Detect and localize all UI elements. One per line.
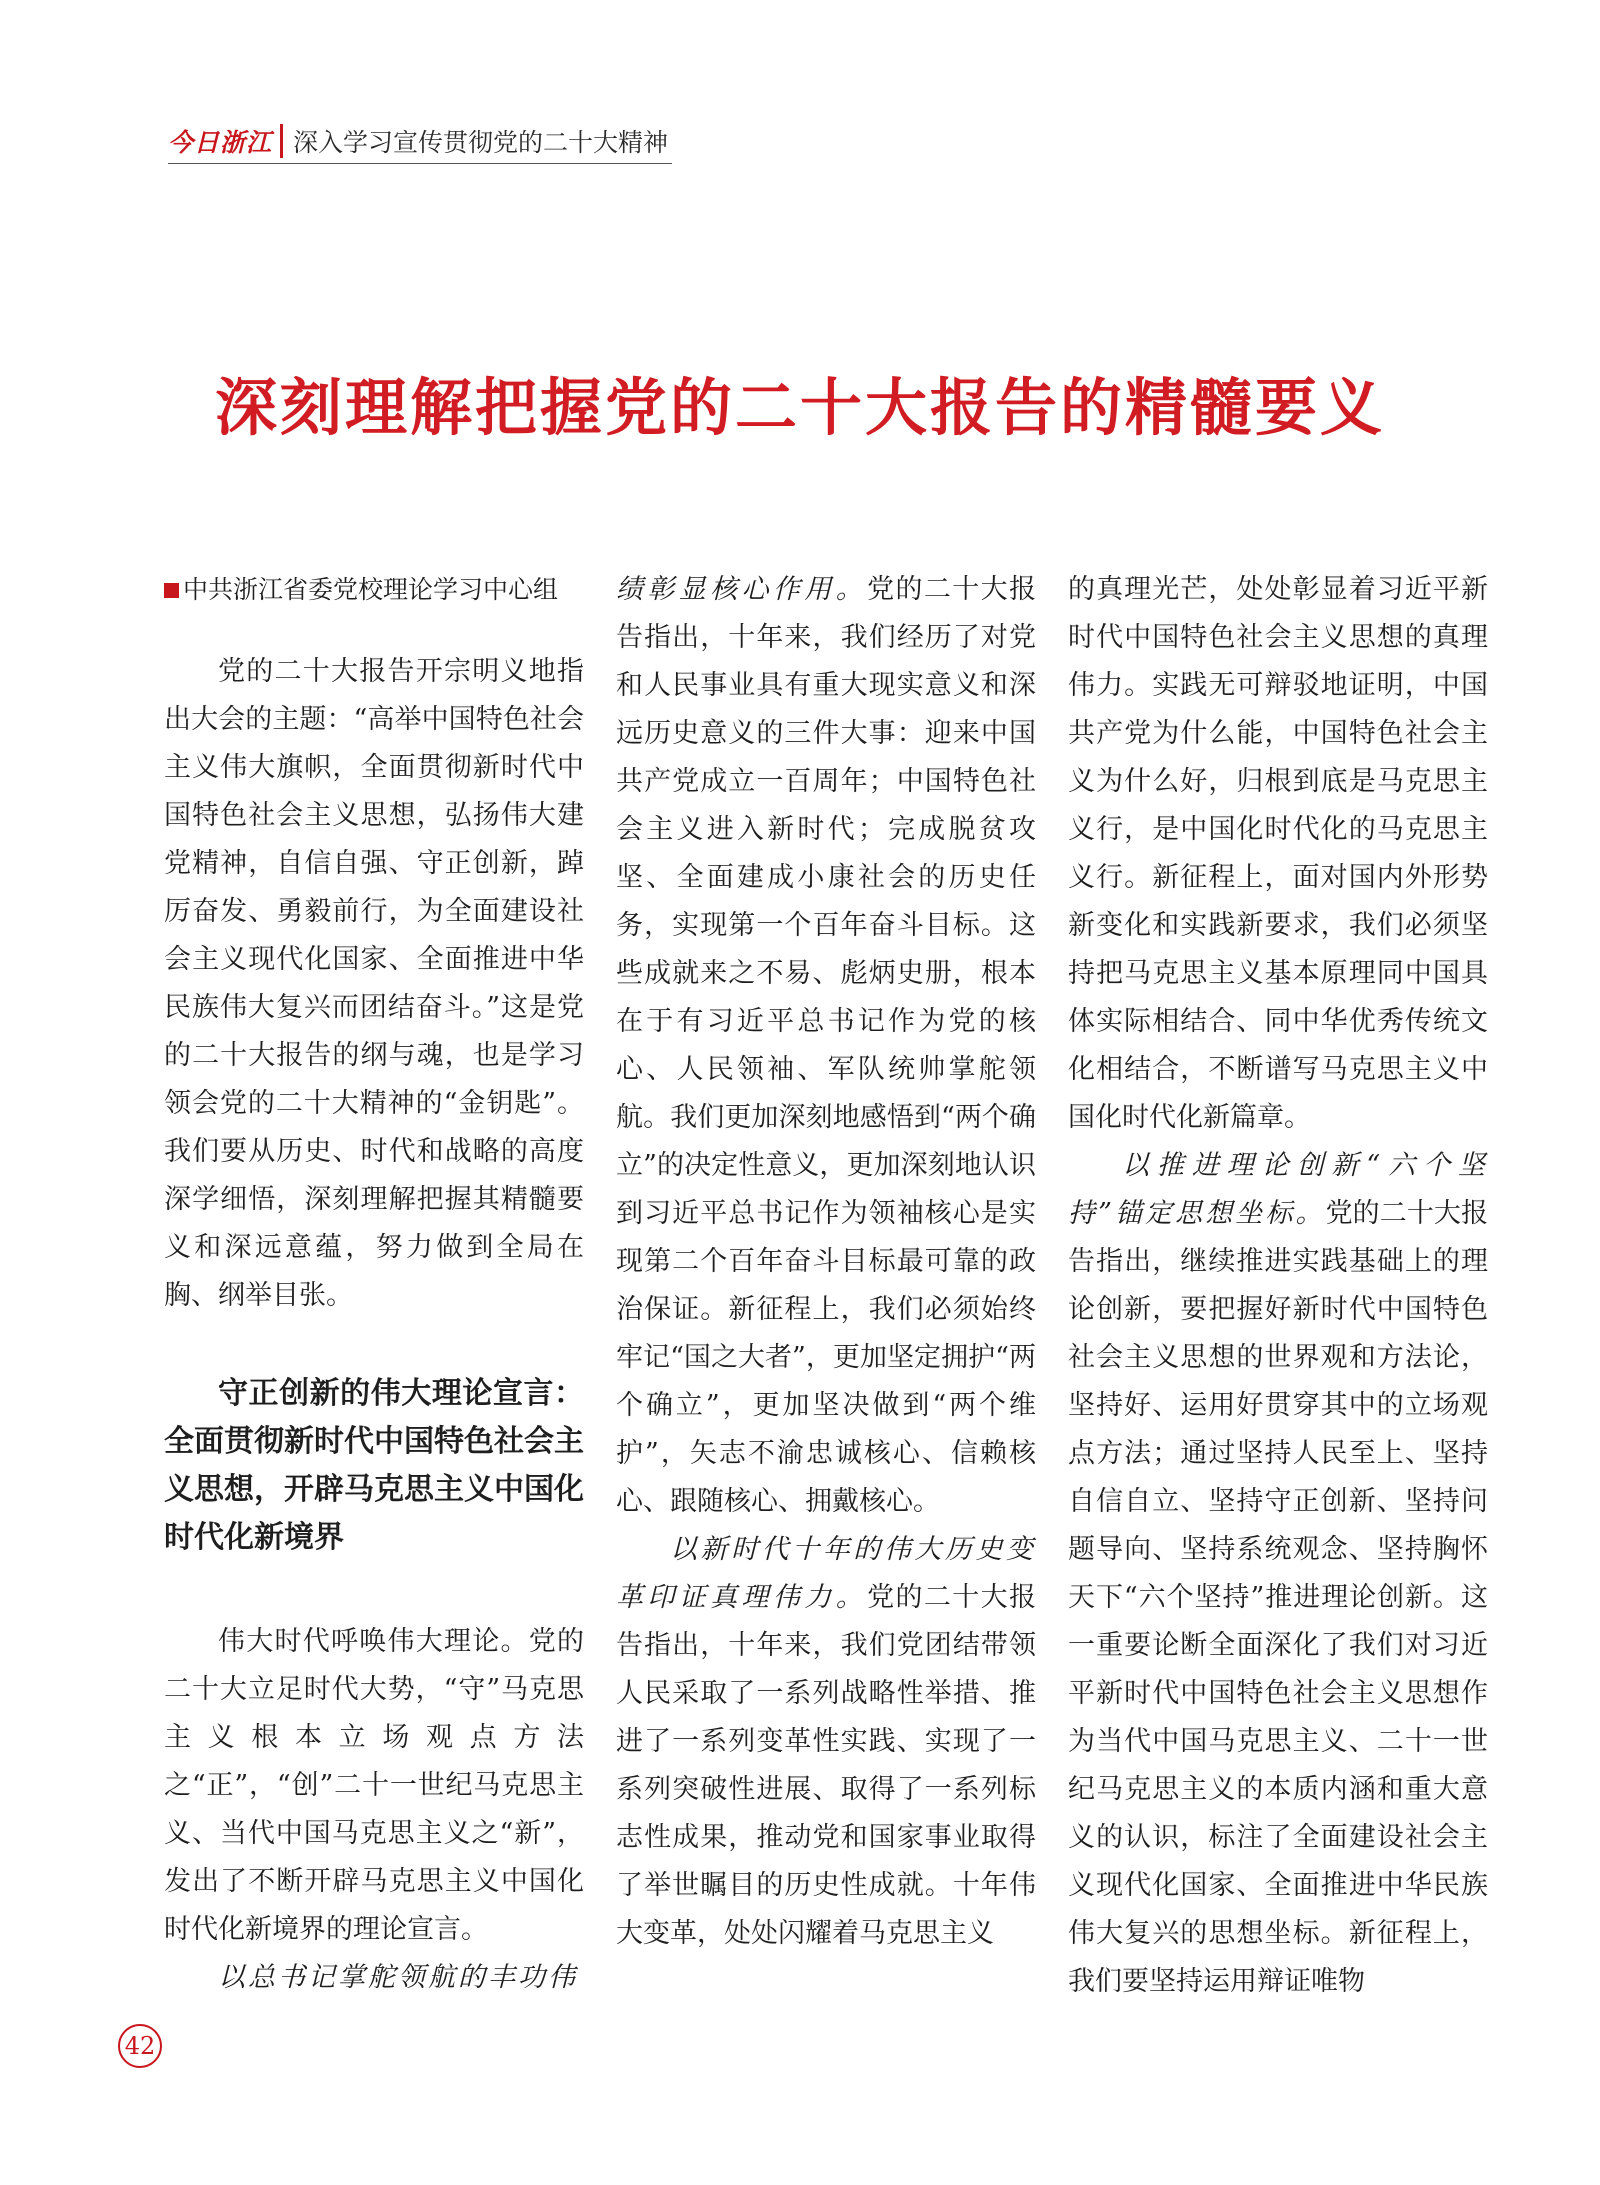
article-title: 深刻理解把握党的二十大报告的精髓要义	[214, 371, 1385, 444]
header-underline	[168, 163, 672, 164]
body-paragraph	[616, 1526, 1036, 1958]
section-heading: 守正创新的伟大理论宣言：全面贯彻新时代中国特色社会主义思想，开辟马克思主义中国化时代化新境界	[164, 1376, 584, 1555]
author-name: 中共浙江省委党校理论学习中心组	[183, 575, 559, 604]
paragraph-text: 党的二十大报告指出，继续推进实践基础上的理论创新，要把握好新时代中国特色社会主义思想的世界观和方法论，坚持好、运用好贯穿其中的立场观点方法；通过坚持人民至上、坚持自信自立、坚持守正创新、坚持问题导向、坚持系统观念、坚持胸怀天下“六个坚持”推进理论创新。这一重要论断全面深化了我们对习近平新时代中国特色社会主义思想作为当代中国马克思主义、二十一世纪马克思主义的本质内涵和重大意义的认识，标注了全面建设社会主义现代化国家、全面推进中华民族伟大复兴的思想坐标。新征程上，我们要坚持运用辩证唯物	[1068, 1198, 1489, 1997]
body-paragraph: 的真理光芒，处处彰显着习近平新时代中国特色社会主义思想的真理伟力。实践无可辩驳地证明，中国共产党为什么能，中国特色社会主义为什么好，归根到底是马克思主义行，是中国化时代化的马克思主义行。新征程上，面对国内外形势新变化和实践新要求，我们必须坚持把马克思主义基本原理同中国具体实际相结合、同中华优秀传统文化相结合，不断谱写马克思主义中国化时代化新篇章。	[1068, 574, 1488, 1133]
column-1	[164, 566, 584, 2002]
paragraph-lead: 以推进理论创新“六个坚持”锚定思想坐标。	[1068, 1150, 1488, 1229]
body-paragraph	[616, 566, 1036, 1526]
red-square-icon	[164, 583, 179, 598]
paragraph-lead: 绩彰显核心作用。	[616, 574, 868, 605]
paragraph-text: 党的二十大报告指出，十年来，我们党团结带领人民采取了一系列战略性举措、推进了一系列变革性实践、实现了一系列突破性进展、取得了一系列标志性成果，推动党和国家事业取得了举世瞩目的历史性成就。十年伟大变革，处处闪耀着马克思主义	[616, 1582, 1037, 1949]
section-label: 深入学习宣传贯彻党的二十大精神	[293, 128, 669, 157]
author-line	[164, 566, 584, 614]
page-number: 42	[118, 2024, 162, 2068]
header-divider	[280, 124, 283, 158]
body-paragraph	[164, 1954, 584, 2002]
magazine-logo: 今日浙江	[168, 128, 273, 157]
body-paragraph: 伟大时代呼唤伟大理论。党的二十大立足时代大势，“守”马克思主义根本立场观点方法之“正”，“创”二十一世纪马克思主义、当代中国马克思主义之“新”，发出了不断开辟马克思主义中国化时代化新境界的理论宣言。	[164, 1626, 584, 1945]
page-header	[168, 118, 668, 164]
column-3	[1068, 566, 1488, 2006]
paragraph-text: 党的二十大报告指出，十年来，我们经历了对党和人民事业具有重大现实意义和深远历史意义的三件大事：迎来中国共产党成立一百周年；中国特色社会主义进入新时代；完成脱贫攻坚、全面建成小康社会的历史任务，实现第一个百年奋斗目标。这些成就来之不易、彪炳史册，根本在于有习近平总书记作为党的核心、人民领袖、军队统帅掌舵领航。我们更加深刻地感悟到“两个确立”的决定性意义，更加深刻地认识到习近平总书记作为领袖核心是实现第二个百年奋斗目标最可靠的政治保证。新征程上，我们必须始终牢记“国之大者”，更加坚定拥护“两个确立”，更加坚决做到“两个维护”，矢志不渝忠诚核心、信赖核心、跟随核心、拥戴核心。	[616, 574, 1037, 1517]
body-paragraph	[1068, 1142, 1488, 2006]
column-2	[616, 566, 1036, 1958]
paragraph-lead: 以新时代十年的伟大历史变革印证真理伟力。	[616, 1534, 1036, 1613]
intro-paragraph: 党的二十大报告开宗明义地指出大会的主题：“高举中国特色社会主义伟大旗帜，全面贯彻新时代中国特色社会主义思想，弘扬伟大建党精神，自信自强、守正创新，踔厉奋发、勇毅前行，为全面建设社会主义现代化国家、全面推进中华民族伟大复兴而团结奋斗。”这是党的二十大报告的纲与魂，也是学习领会党的二十大精神的“金钥匙”。我们要从历史、时代和战略的高度深学细悟，深刻理解把握其精髓要义和深远意蕴，努力做到全局在胸、纲举目张。	[164, 656, 584, 1311]
paragraph-lead: 以总书记掌舵领航的丰功伟	[218, 1962, 578, 1993]
